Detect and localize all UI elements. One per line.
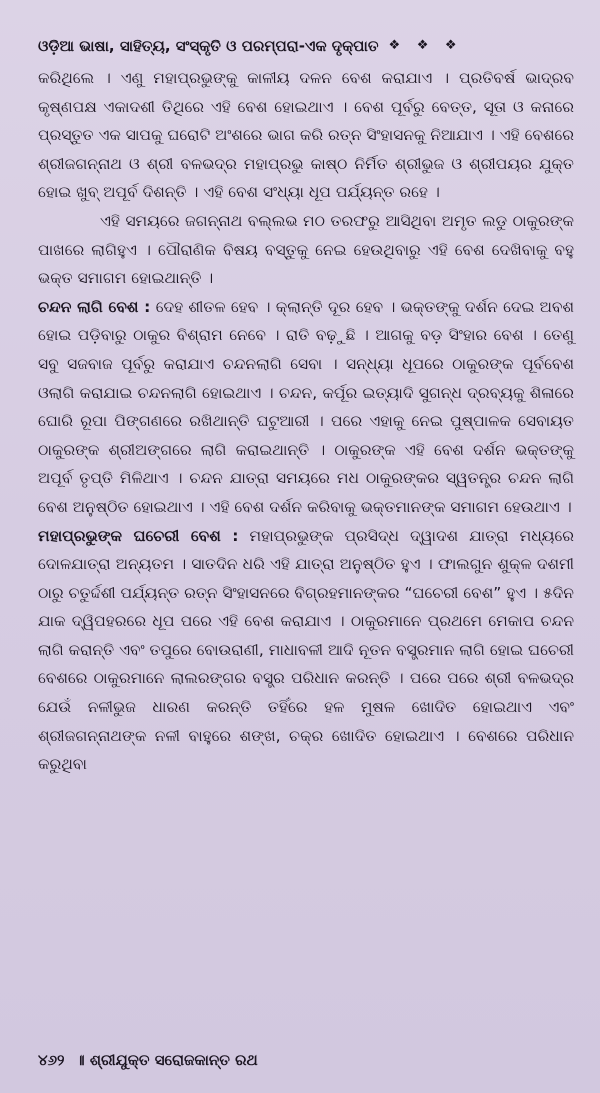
paragraph <box>38 64 574 207</box>
book-title: ଓଡ଼ିଆ ଭାଷା, ସାହିତ୍ୟ, ସଂସ୍କୃତି ଓ ପରମ୍ପରା-ଏକ ଦୃକ୍‌ପାତ <box>38 37 379 55</box>
running-header <box>38 36 574 56</box>
page-footer <box>38 1051 258 1069</box>
paragraph-text: ଦେହ ଶୀତଳ ହେବ । କ୍ଲାନ୍ତି ଦୂର ହେବ । ଭକ୍ତଙ୍କୁ ଦର୍ଶନ ଦେଇ ଅବଶ ହୋଇ ପଡ଼ିବାରୁ ଠାକୁର ବିଶ୍ରାମ ନେବେ । ରାତି ବଢ଼ୁଛି । ଆଗକୁ ବଡ଼ ସିଂହାର ବେଶ । ତେଣୁ ସବୁ ସଜବାଜ ପୂର୍ବରୁ କରାଯାଏ ଚନ୍ଦନଲାଗି ସେବା । ସନ୍ଧ୍ୟା ଧୂପରେ ଠାକୁରଙ୍କ ପୂର୍ବବେଶ ଓଲାଗି କରାଯାଇ ଚନ୍ଦନଲାଗି ହୋଇଥାଏ । ଚନ୍ଦନ, କର୍ପୂର ଇତ୍ୟାଦି ସୁଗନ୍ଧ ଦ୍ରବ୍ୟକୁ ଶିଳାରେ ଘୋରି ରୂପା ପିଙ୍ଗଣରେ ରଖିଥାନ୍ତି ଘଟୁଆରୀ । ପରେ ଏହାକୁ ନେଇ ପୁଷ୍ପାଳକ ସେବାୟତ ଠାକୁରଙ୍କ ଶ୍ରୀଅଙ୍ଗରେ ଲାଗି କରାଇଥାନ୍ତି । ଠାକୁରଙ୍କ ଏହି ବେଶ ଦର୍ଶନ ଭକ୍ତଙ୍କୁ ଅପୂର୍ବ ତୃପ୍ତି ମିଳିଥାଏ । ଚନ୍ଦନ ଯାତ୍ରା ସମୟରେ ମଧ ଠାକୁରଙ୍କର ସ୍ୱତନ୍ତ୍ର ଚନ୍ଦନ ଲାଗି ବେଶ ଅନୁଷ୍ଠିତ ହୋଇଥାଏ । ଏହି ବେଶ ଦର୍ଶନ କରିବାକୁ ଭକ୍ତମାନଙ୍କ ସମାଗମ ହେଉଥାଏ । <box>38 297 575 516</box>
footer-separator: ॥ <box>75 1051 85 1069</box>
page-body <box>38 64 574 779</box>
paragraph-text: କରିଥିଲେ । ଏଣୁ ମହାପ୍ରଭୁଙ୍କୁ କାଳୀୟ ଦଳନ ବେଶ କରାଯାଏ । ପ୍ରତିବର୍ଷ ଭାଦ୍ରବ କୃଷ୍ଣପକ୍ଷ ଏକାଦଶୀ ତିଥିରେ ଏହି ବେଶ ହୋଇଥାଏ । ବେଶ ପୂର୍ବରୁ ବେତ୍ତ, ସୂତା ଓ କନାରେ ପ୍ରସ୍ତୁତ ଏକ ସାପକୁ ଘରୋଟି ଅଂଶରେ ଭାଗ କରି ରତ୍ନ ସିଂହାସନକୁ ନିଆଯାଏ । ଏହି ବେଶରେ ଶ୍ରୀଜଗନ୍ନାଥ ଓ ଶ୍ରୀ ବଳଭଦ୍ର ମହାପ୍ରଭୁ କାଷ୍ଠ ନିର୍ମିତ ଶ୍ରୀଭୁଜ ଓ ଶ୍ରୀପୟର ଯୁକ୍ତ ହୋଇ ଖୁବ୍ ଅପୂର୍ବ ଦିଶନ୍ତି । ଏହି ବେଶ ସଂଧ୍ୟା ଧୂପ ପର୍ଯ୍ୟନ୍ତ ରହେ । <box>38 69 574 202</box>
paragraph-text: ଏହି ସମୟରେ ଜଗନ୍ନାଥ ବଲ୍ଲଭ ମଠ ତରଫରୁ ଆସିଥିବା ଅମୃତ ଲଡୁ ଠାକୁରଙ୍କ ପାଖରେ ଲାଗିହୁଏ । ପୌରାଣିକ ବିଷୟ ବସ୍ତୁକୁ ନେଇ ହେଉଥିବାରୁ ଏହି ବେଶ ଦେଖିବାକୁ ବହୁ ଭକ୍ତ ସମାଗମ ହୋଇଥାନ୍ତି । <box>38 211 574 288</box>
section-paragraph-chandan-lagi <box>38 293 574 522</box>
author-name: ଶ୍ରୀଯୁକ୍ତ ସରୋଜକାନ୍ତ ରଥ <box>89 1051 258 1069</box>
section-heading: ମହାପ୍ରଭୁଙ୍କ ଘଚେରୀ ବେଶ : <box>38 526 239 545</box>
section-paragraph-ghacheri-besha <box>38 522 574 779</box>
page-number: ୪୬୨ <box>38 1051 65 1069</box>
paragraph <box>38 207 574 293</box>
section-heading: ଚନ୍ଦନ ଲାଗି ବେଶ : <box>38 297 151 316</box>
paragraph-text: ମହାପ୍ରଭୁଙ୍କ ପ୍ରସିଦ୍ଧ ଦ୍ୱାଦଶ ଯାତ୍ରା ମଧ୍ୟରେ ଦୋଳଯାତ୍ରା ଅନ୍ୟତମ । ସାତଦିନ ଧରି ଏହି ଯାତ୍ରା ଅନୁଷ୍ଠିତ ହୁଏ । ଫାଲଗୁନ ଶୁକ୍ଳ ଦଶମୀ ଠାରୁ ଚତୁର୍ଦ୍ଦଶୀ ପର୍ଯ୍ୟନ୍ତ ରତ୍ନ ସିଂହାସନରେ ବିଗ୍ରହମାନଙ୍କର “ଘଚେରୀ ବେଶ” ହୁଏ । ୫ଦିନ ଯାକ ଦ୍ୱିପହରରେ ଧୂପ ପରେ ଏହି ବେଶ କରାଯାଏ । ଠାକୁରମାନେ ପ୍ରଥମେ ମେକାପ ଚନ୍ଦନ ଲାଗି କରାନ୍ତି ଏବଂ ତପୁରେ ବୋଉରାଣୀ, ମାଧାବଳୀ ଆଦି ନୂତନ ବସ୍ତ୍ରମାନ ଲାଗି ହୋଇ ଘଚେରୀ ବେଶରେ ଠାକୁରମାନେ ଲାଲରଙ୍ଗର ବସ୍ତ୍ର ପରିଧାନ କରନ୍ତି । ପରେ ପରେ ଶ୍ରୀ ବଳଭଦ୍ର ଯେଉଁ ନଳୀଭୁଜ ଧାରଣ କରନ୍ତି ତହିଁରେ ହଳ ମୁଷଳ ଖୋଦିତ ହୋଇଥାଏ ଏବଂ ଶ୍ରୀଜଗନ୍ନାଥଙ୍କ ନଳୀ ବାହୁରେ ଶଙ୍ଖ, ଚକ୍ର ଖୋଦିତ ହୋଇଥାଏ । ବେଶରେ ପରିଧାନ କରୁଥିବା <box>38 526 574 774</box>
header-ornament: ❖ ❖ ❖ <box>388 38 463 53</box>
